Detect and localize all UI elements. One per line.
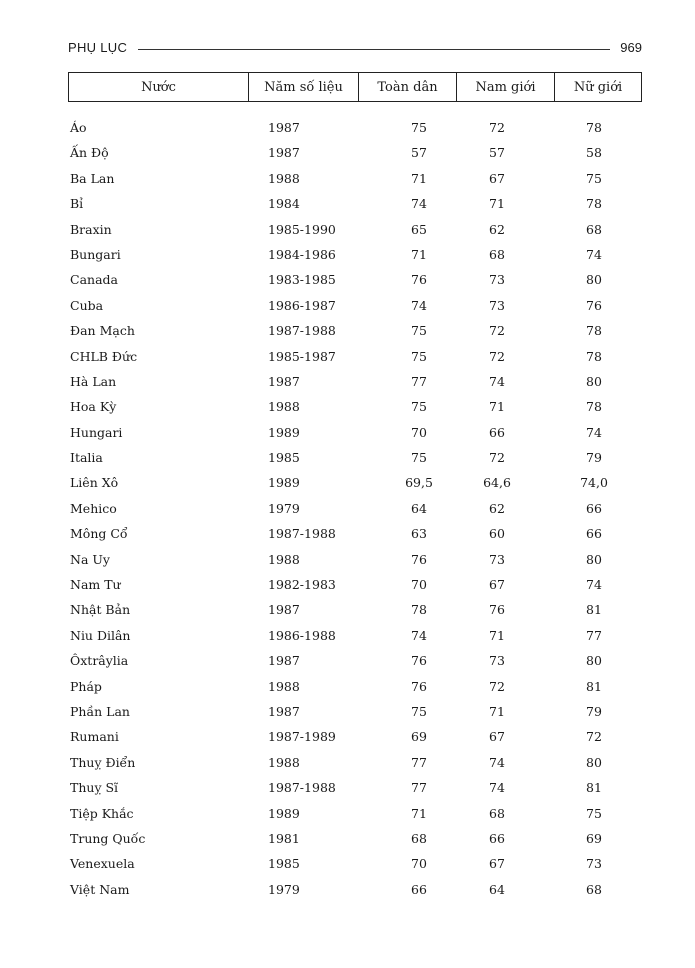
female-cell: 58 (586, 145, 602, 161)
column-header-year: Năm số liệu (249, 73, 359, 101)
total-cell: 70 (411, 856, 427, 872)
female-cell: 80 (586, 551, 602, 567)
year-cell: 1985 (268, 450, 300, 466)
male-cell: 71 (489, 399, 505, 415)
table-row (68, 624, 642, 649)
total-cell: 75 (411, 703, 427, 719)
year-cell: 1987 (268, 602, 300, 618)
female-cell: 72 (586, 729, 602, 745)
column-header-country: Nước (69, 73, 249, 101)
male-cell: 67 (489, 170, 505, 186)
table-row (68, 116, 642, 141)
country-cell: Phần Lan (70, 703, 130, 719)
female-cell: 75 (586, 170, 602, 186)
female-cell: 81 (586, 602, 602, 618)
column-header-total: Toàn dân (359, 73, 457, 101)
table-row (68, 167, 642, 192)
male-cell: 73 (489, 653, 505, 669)
country-cell: Hà Lan (70, 373, 117, 389)
country-cell: Mông Cổ (70, 526, 128, 542)
male-cell: 73 (489, 297, 505, 313)
female-cell: 81 (586, 678, 602, 694)
country-cell: Hungari (70, 424, 123, 440)
table-row (68, 751, 642, 776)
male-cell: 62 (489, 500, 505, 516)
year-cell: 1987 (268, 120, 300, 135)
total-cell: 75 (411, 450, 427, 466)
table-row (68, 192, 642, 217)
country-cell: Thuỵ Điển (70, 754, 136, 770)
total-cell: 57 (411, 145, 427, 161)
year-cell: 1984 (268, 196, 300, 212)
female-cell: 74,0 (580, 475, 608, 491)
year-cell: 1985-1990 (268, 221, 336, 237)
total-cell: 71 (411, 246, 427, 262)
male-cell: 66 (489, 830, 505, 846)
table-row (68, 421, 642, 446)
year-cell: 1988 (268, 399, 300, 415)
female-cell: 78 (586, 196, 602, 212)
male-cell: 64,6 (483, 475, 511, 491)
male-cell: 67 (489, 577, 505, 593)
table-row (68, 370, 642, 395)
page-number: 969 (620, 40, 642, 55)
year-cell: 1982-1983 (268, 577, 336, 593)
country-cell: Đan Mạch (70, 323, 135, 339)
table-row (68, 243, 642, 268)
male-cell: 74 (489, 754, 505, 770)
table-row (68, 294, 642, 319)
year-cell: 1979 (268, 881, 300, 897)
table-row (68, 573, 642, 598)
male-cell: 72 (489, 450, 505, 466)
total-cell: 76 (411, 678, 427, 694)
year-cell: 1987 (268, 653, 300, 669)
female-cell: 74 (586, 246, 602, 262)
country-cell: Bungari (70, 246, 121, 262)
female-cell: 80 (586, 373, 602, 389)
female-cell: 78 (586, 348, 602, 364)
total-cell: 65 (411, 221, 427, 237)
total-cell: 68 (411, 830, 427, 846)
female-cell: 76 (586, 297, 602, 313)
total-cell: 64 (411, 500, 427, 516)
table-row (68, 827, 642, 852)
female-cell: 78 (586, 323, 602, 339)
male-cell: 60 (489, 526, 505, 542)
female-cell: 81 (586, 780, 602, 796)
female-cell: 79 (586, 703, 602, 719)
female-cell: 66 (586, 526, 602, 542)
country-cell: Việt Nam (70, 881, 130, 897)
country-cell: Ôxtrâylia (70, 653, 129, 669)
female-cell: 79 (586, 450, 602, 466)
country-cell: Braxin (70, 221, 112, 237)
male-cell: 73 (489, 551, 505, 567)
male-cell: 74 (489, 373, 505, 389)
table-row (68, 548, 642, 573)
year-cell: 1987 (268, 145, 300, 161)
year-cell: 1985 (268, 856, 300, 872)
total-cell: 74 (411, 627, 427, 643)
female-cell: 80 (586, 272, 602, 288)
year-cell: 1981 (268, 830, 300, 846)
year-cell: 1987-1988 (268, 526, 336, 542)
female-cell: 68 (586, 221, 602, 237)
male-cell: 68 (489, 805, 505, 821)
country-cell: Hoa Kỳ (70, 399, 117, 415)
country-cell: Trung Quốc (70, 830, 146, 846)
table-row (68, 700, 642, 725)
year-cell: 1988 (268, 170, 300, 186)
table-row (68, 522, 642, 547)
table-row (68, 776, 642, 801)
table-row (68, 802, 642, 827)
female-cell: 78 (586, 120, 602, 135)
country-cell: Pháp (70, 678, 102, 694)
year-cell: 1987 (268, 703, 300, 719)
year-cell: 1985-1987 (268, 348, 336, 364)
total-cell: 71 (411, 805, 427, 821)
country-cell: Canada (70, 272, 118, 288)
total-cell: 76 (411, 551, 427, 567)
table-row (68, 141, 642, 166)
table-header-row (68, 72, 642, 102)
table-row (68, 471, 642, 496)
year-cell: 1988 (268, 551, 300, 567)
country-cell: Venexuela (70, 856, 135, 872)
table-row (68, 649, 642, 674)
total-cell: 69,5 (405, 475, 433, 491)
total-cell: 77 (411, 373, 427, 389)
female-cell: 75 (586, 805, 602, 821)
year-cell: 1979 (268, 500, 300, 516)
table-row (68, 446, 642, 471)
total-cell: 75 (411, 323, 427, 339)
country-cell: Áo (70, 120, 87, 135)
year-cell: 1983-1985 (268, 272, 336, 288)
country-cell: Nam Tư (70, 577, 121, 593)
page-header (68, 40, 642, 60)
total-cell: 75 (411, 120, 427, 135)
table-row (68, 725, 642, 750)
total-cell: 76 (411, 272, 427, 288)
year-cell: 1986-1988 (268, 627, 336, 643)
female-cell: 80 (586, 754, 602, 770)
year-cell: 1986-1987 (268, 297, 336, 313)
column-header-female: Nữ giới (573, 79, 623, 95)
male-cell: 73 (489, 272, 505, 288)
male-cell: 72 (489, 678, 505, 694)
total-cell: 77 (411, 780, 427, 796)
table-row (68, 395, 642, 420)
country-cell: CHLB Đức (70, 348, 138, 364)
male-cell: 76 (489, 602, 505, 618)
female-cell: 69 (586, 830, 602, 846)
total-cell: 75 (411, 348, 427, 364)
year-cell: 1989 (268, 805, 300, 821)
male-cell: 72 (489, 323, 505, 339)
table-row (68, 268, 642, 293)
year-cell: 1987 (268, 373, 300, 389)
total-cell: 69 (411, 729, 427, 745)
total-cell: 78 (411, 602, 427, 618)
total-cell: 76 (411, 653, 427, 669)
year-cell: 1987-1988 (268, 323, 336, 339)
total-cell: 71 (411, 170, 427, 186)
male-cell: 72 (489, 120, 505, 135)
total-cell: 70 (411, 577, 427, 593)
table-row (68, 878, 642, 903)
total-cell: 74 (411, 196, 427, 212)
country-cell: Bỉ (70, 196, 84, 212)
table-row (68, 319, 642, 344)
female-cell: 74 (586, 577, 602, 593)
country-cell: Liên Xô (70, 475, 119, 491)
country-cell: Tiệp Khắc (70, 805, 134, 821)
male-cell: 71 (489, 703, 505, 719)
table-row (68, 345, 642, 370)
female-cell: 66 (586, 500, 602, 516)
year-cell: 1988 (268, 678, 300, 694)
running-head: PHỤ LỤC (68, 40, 128, 55)
male-cell: 74 (489, 780, 505, 796)
male-cell: 64 (489, 881, 505, 897)
country-cell: Nhật Bản (70, 602, 131, 618)
total-cell: 66 (411, 881, 427, 897)
female-cell: 80 (586, 653, 602, 669)
table-row (68, 497, 642, 522)
country-cell: Niu Dilân (70, 627, 131, 643)
year-cell: 1988 (268, 754, 300, 770)
table-row (68, 675, 642, 700)
female-cell: 77 (586, 627, 602, 643)
country-cell: Na Uy (70, 551, 110, 567)
male-cell: 67 (489, 729, 505, 745)
country-cell: Ấn Độ (70, 145, 109, 161)
total-cell: 70 (411, 424, 427, 440)
year-cell: 1987-1989 (268, 729, 336, 745)
country-cell: Ba Lan (70, 170, 115, 186)
female-cell: 78 (586, 399, 602, 415)
total-cell: 63 (411, 526, 427, 542)
female-cell: 74 (586, 424, 602, 440)
total-cell: 74 (411, 297, 427, 313)
country-cell: Cuba (70, 297, 104, 313)
male-cell: 62 (489, 221, 505, 237)
total-cell: 75 (411, 399, 427, 415)
column-header-male: Nam giới (457, 73, 555, 101)
table-row (68, 852, 642, 877)
table-row (68, 218, 642, 243)
total-cell: 77 (411, 754, 427, 770)
male-cell: 72 (489, 348, 505, 364)
year-cell: 1984-1986 (268, 246, 336, 262)
table-row (68, 598, 642, 623)
year-cell: 1989 (268, 475, 300, 491)
male-cell: 57 (489, 145, 505, 161)
country-cell: Mehico (70, 500, 117, 516)
male-cell: 71 (489, 196, 505, 212)
male-cell: 67 (489, 856, 505, 872)
year-cell: 1987-1988 (268, 780, 336, 796)
female-cell: 73 (586, 856, 602, 872)
country-cell: Rumani (70, 729, 119, 745)
year-cell: 1989 (268, 424, 300, 440)
table-body (68, 116, 642, 903)
country-cell: Italia (70, 450, 103, 466)
male-cell: 71 (489, 627, 505, 643)
male-cell: 68 (489, 246, 505, 262)
female-cell: 68 (586, 881, 602, 897)
header-rule (138, 49, 610, 50)
male-cell: 66 (489, 424, 505, 440)
country-cell: Thuỵ Sĩ (70, 780, 119, 796)
